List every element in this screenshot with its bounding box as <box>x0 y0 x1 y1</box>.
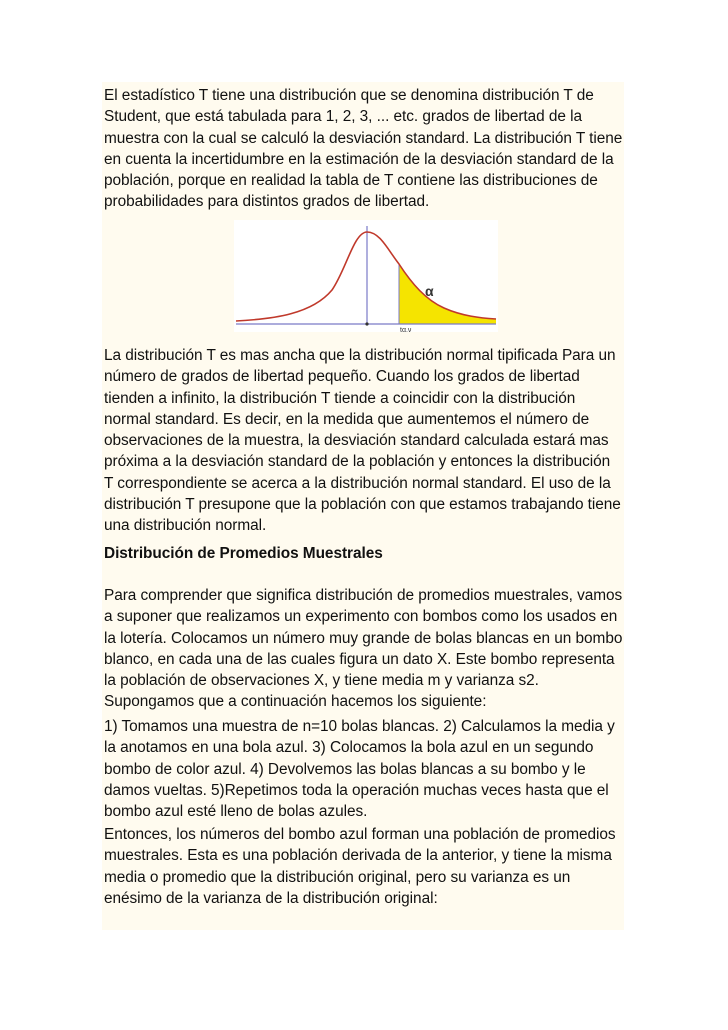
t-distribution-diagram <box>234 220 498 332</box>
document-page <box>102 82 624 930</box>
paragraph-steps: 1) Tomamos una muestra de n=10 bolas blancas. 2) Calculamos la media y la anotamos en una bola azul. 3) Colocamos la bola azul en un segundo bombo de color azul. 4) Devolvemos las bolas blancas a su bombo y le damos vueltas. 5)Repetimos toda la operación muchas veces hasta que el bombo azul esté lleno de bolas azules. <box>104 718 615 821</box>
upper-tail-area <box>399 264 496 324</box>
paragraph-experiment: Para comprender que significa distribución de promedios muestrales, vamos a suponer que realizamos un experimento con bombos como los usados en la lotería. Colocamos un número muy grande de bolas blancas en un bombo blanco, en cada una de las cuales figura un dato X. Este bombo representa la población de observaciones X, y tiene media m y varianza s2. Supongamos que a continuación hacemos los siguiente: <box>104 587 623 711</box>
paragraph-conclusion: Entonces, los números del bombo azul forman una población de promedios muestrales. Esta es una población derivada de la anterior, y tiene la misma media o promedio que la distribución original, pero su varianza es un enésimo de la varianza de la distribución original: <box>104 826 616 907</box>
alpha-label: α <box>425 283 434 299</box>
section-heading: Distribución de Promedios Muestrales <box>104 545 383 562</box>
paragraph-t-vs-normal: La distribución T es mas ancha que la distribución normal tipificada Para un número de grados de libertad pequeño. Cuando los grados de libertad tienden a infinito, la distribución T tiende a coincidir con la distribución normal standard. Es decir, en la medida que aumentemos el número de observaciones de la muestra, la desviación standard calculada estará mas próxima a la desviación standard de la población y entonces la distribución T correspondiente se acerca a la distribución normal standard. El uso de la distribución T presupone que la población con que estamos trabajando tiene una distribución normal. <box>104 347 621 535</box>
paragraph-intro: El estadístico T tiene una distribución que se denomina distribución T de Student, que está tabulada para 1, 2, 3, ... etc. grados de libertad de la muestra con la cual se calculó la desviación standard. La distribución T tiene en cuenta la incertidumbre en la estimación de la desviación standard de la población, porque en realidad la tabla de T contiene las distribuciones de probabilidades para distintos grados de libertad. <box>104 87 623 211</box>
mean-marker <box>365 322 368 325</box>
t-distribution-figure <box>234 220 498 332</box>
critical-value-label: tα,ν <box>400 327 412 332</box>
t-density-curve <box>236 232 496 321</box>
